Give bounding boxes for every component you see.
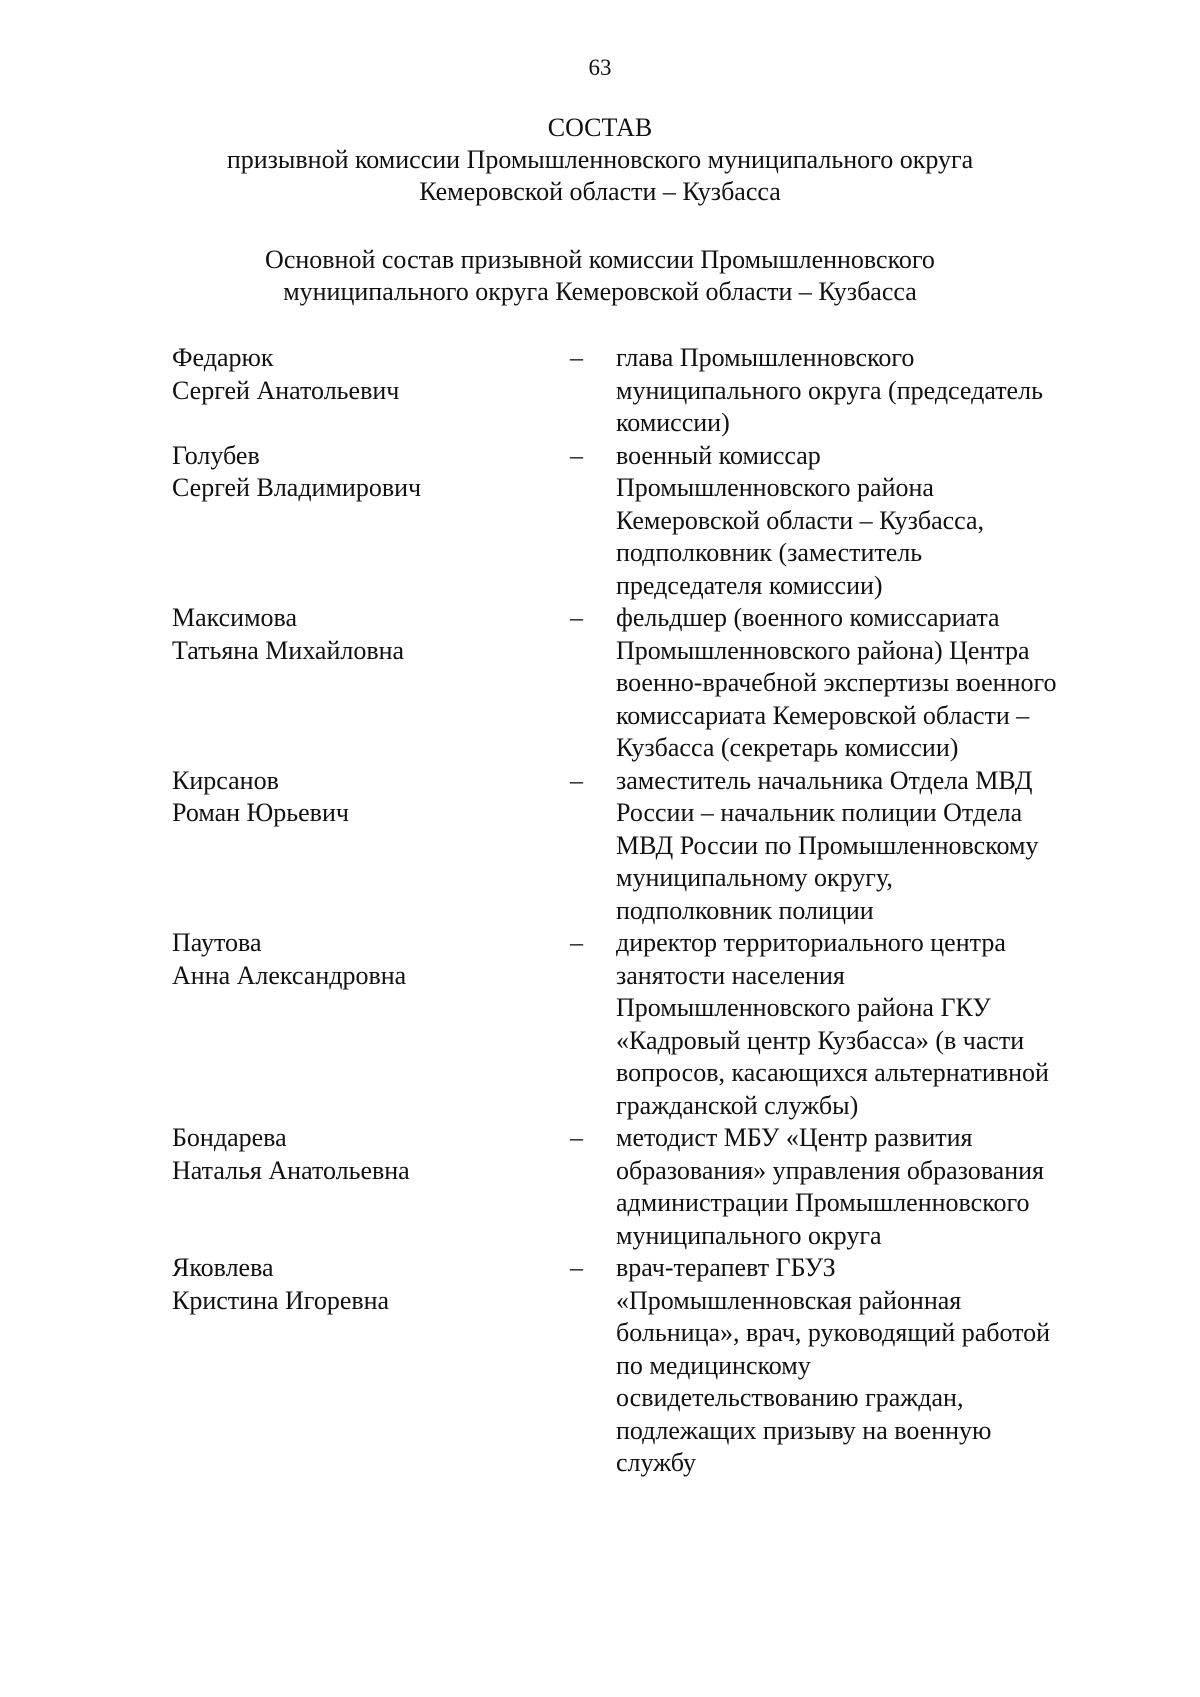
member-name — [172, 1122, 570, 1187]
member-given-names: Татьяна Михайловна — [172, 635, 405, 665]
dash-separator: – — [570, 928, 583, 957]
member-role: заместитель начальника Отдела МВД России – начальник полиции Отдела МВД России по Промышленновскому муниципальному округу, подполковник полиции — [616, 765, 1039, 925]
section-subtitle — [0, 244, 1200, 308]
member-given-names: Анна Александровна — [172, 960, 407, 990]
member-entry — [172, 342, 1112, 440]
member-name — [172, 440, 570, 505]
dash-separator: – — [570, 440, 583, 470]
member-given-names: Роман Юрьевич — [172, 798, 349, 827]
subtitle-line: муниципального округа Кемеровской области – Кузбасса — [283, 277, 917, 306]
member-surname: Кирсанов — [172, 765, 279, 795]
member-given-names: Наталья Анатольевна — [172, 1155, 410, 1185]
member-given-names: Сергей Анатольевич — [172, 375, 400, 405]
member-name — [172, 602, 570, 667]
member-given-names: Сергей Владимирович — [172, 473, 422, 502]
member-name — [172, 1252, 570, 1317]
member-name — [172, 342, 570, 407]
member-role: глава Промышленновского муниципального округа (председатель комиссии) — [616, 343, 1043, 437]
member-given-names: Кристина Игоревна — [172, 1285, 390, 1315]
member-entry — [172, 1252, 1112, 1480]
member-name — [172, 927, 570, 992]
member-surname: Максимова — [172, 603, 298, 632]
member-name — [172, 765, 570, 830]
member-role: врач-терапевт ГБУЗ «Промышленновская районная больница», врач, руководящий работой по медицинскому освидетельствованию граждан, подлежащих призыву на военную службу — [616, 1253, 1051, 1477]
member-surname: Паутова — [172, 928, 262, 957]
subtitle-line: Основной состав призывной комиссии Промышленновского — [265, 245, 935, 274]
title-line: призывной комиссии Промышленновского муниципального округа — [226, 145, 974, 174]
member-surname: Федарюк — [172, 343, 274, 372]
title-line: Кемеровской области – Кузбасса — [419, 177, 781, 206]
member-role: методист МБУ «Центр развития образования» управления образования администрации Промышленновского муниципального округа — [616, 1123, 1044, 1250]
member-entry — [172, 1122, 1112, 1252]
page-number: 63 — [588, 55, 612, 80]
member-entry — [172, 765, 1112, 928]
member-surname: Голубев — [172, 440, 260, 470]
member-role: фельдшер (военного комиссариата Промышленновского района) Центра военно-врачебной экспертизы военного комиссариата Кемеровской области – Кузбасса (секретарь комиссии) — [616, 603, 1057, 762]
member-role: директор территориального центра занятости населения Промышленновского района ГКУ «Кадровый центр Кузбасса» (в части вопросов, касающихся альтернативной гражданской службы) — [616, 928, 1049, 1120]
member-surname: Яковлева — [172, 1253, 274, 1282]
dash-separator: – — [570, 343, 583, 372]
dash-separator: – — [570, 1253, 583, 1282]
dash-separator: – — [570, 765, 583, 795]
member-entry — [172, 927, 1112, 1122]
dash-separator: – — [570, 1123, 583, 1152]
members-list — [172, 342, 1112, 1480]
member-role: военный комиссар Промышленновского района Кемеровской области – Кузбасса, подполковник (заместитель председателя комиссии) — [616, 440, 985, 600]
member-entry — [172, 602, 1112, 765]
member-surname: Бондарева — [172, 1123, 287, 1152]
document-title — [0, 112, 1200, 208]
member-entry — [172, 440, 1112, 603]
dash-separator: – — [570, 603, 583, 632]
title-heading: СОСТАВ — [547, 113, 653, 142]
